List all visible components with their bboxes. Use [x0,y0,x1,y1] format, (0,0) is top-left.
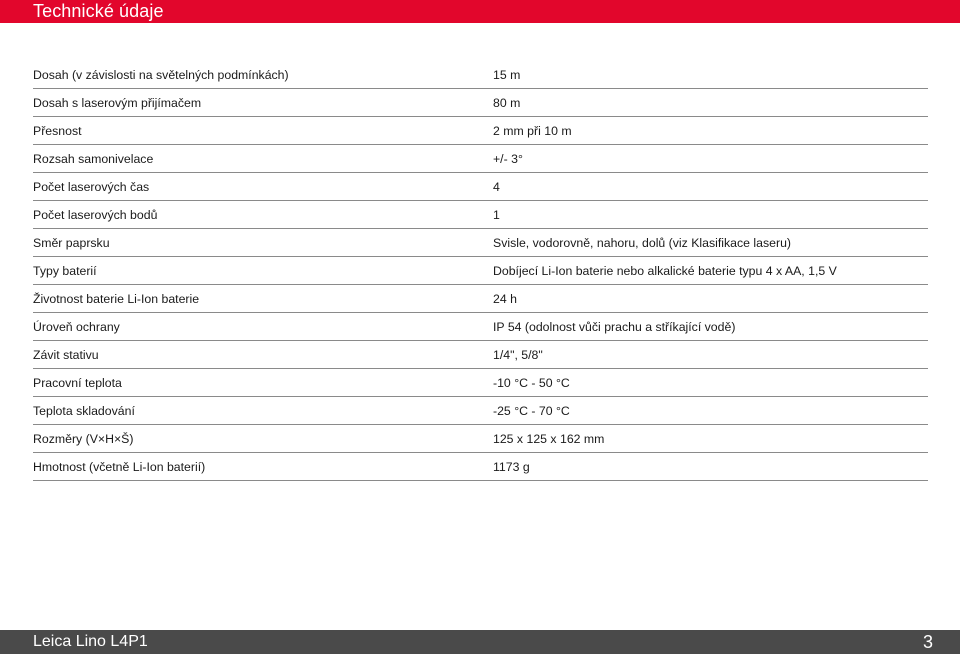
spec-value: 2 mm při 10 m [493,124,572,138]
spec-label: Pracovní teplota [33,376,122,390]
spec-label: Životnost baterie Li-Ion baterie [33,292,200,306]
spec-row [33,453,928,481]
spec-row [33,285,928,313]
spec-label: Počet laserových bodů [33,208,158,222]
spec-value: 1173 g [493,460,530,474]
spec-label: Dosah (v závislosti na světelných podmínkách) [33,68,289,82]
spec-row [33,341,928,369]
spec-value: Dobíjecí Li-Ion baterie nebo alkalické baterie typu 4 x AA, 1,5 V [493,264,837,278]
page-number: 3 [922,632,933,652]
spec-value: Svisle, vodorovně, nahoru, dolů (viz Klasifikace laseru) [493,236,792,250]
page-title: Technické údaje [33,1,164,21]
spec-row [33,313,928,341]
product-name: Leica Lino L4P1 [33,633,148,650]
spec-label: Rozsah samonivelace [33,152,154,166]
spec-label: Úroveň ochrany [33,320,120,334]
spec-value: -10 °C - 50 °C [493,376,570,390]
spec-value: 1 [493,208,500,222]
footer-bar [0,630,960,654]
spec-label: Typy baterií [33,264,97,278]
spec-row [33,145,928,173]
spec-value: 80 m [493,96,521,110]
spec-row [33,117,928,145]
spec-value: 24 h [493,292,517,306]
spec-row [33,173,928,201]
spec-row [33,425,928,453]
spec-row [33,89,928,117]
spec-value: IP 54 (odolnost vůči prachu a stříkající vodě) [493,320,736,334]
spec-value: 15 m [493,68,521,82]
spec-label: Počet laserových čas [33,180,150,194]
spec-value: 4 [493,180,500,194]
spec-row [33,369,928,397]
spec-table [33,61,928,481]
spec-value: +/- 3° [493,152,523,166]
spec-row [33,397,928,425]
spec-label: Rozměry (V×H×Š) [33,432,134,446]
spec-label: Teplota skladování [33,404,135,418]
spec-row [33,201,928,229]
spec-value: -25 °C - 70 °C [493,404,570,418]
spec-label: Směr paprsku [33,236,110,250]
spec-value: 125 x 125 x 162 mm [493,432,605,446]
spec-label: Přesnost [33,124,82,138]
spec-value: 1/4", 5/8" [493,348,543,362]
spec-row [33,61,928,89]
spec-label: Dosah s laserovým přijímačem [33,96,202,110]
spec-label: Hmotnost (včetně Li-Ion baterií) [33,460,206,474]
spec-label: Závit stativu [33,348,99,362]
spec-row [33,257,928,285]
title-bar [0,0,960,23]
spec-row [33,229,928,257]
